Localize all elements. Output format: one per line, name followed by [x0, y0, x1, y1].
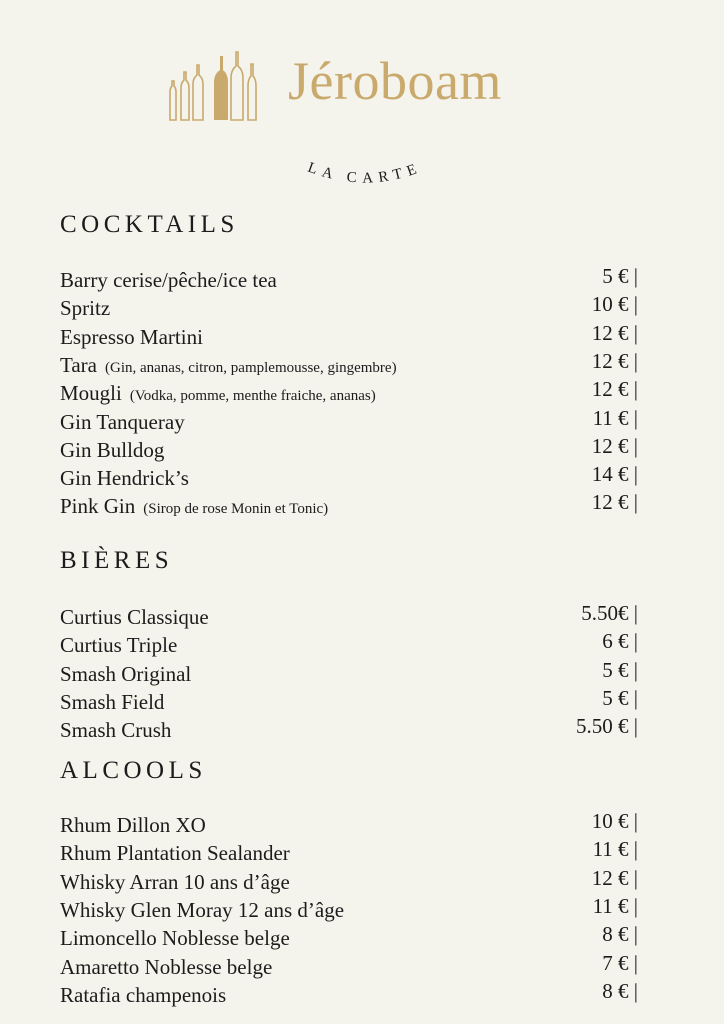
menu-item-name — [60, 868, 290, 896]
menu-item-price: 6 € | — [602, 629, 638, 654]
item-name-text: Whisky Arran 10 ans d’âge — [60, 869, 290, 894]
section-title-alcools: ALCOOLS — [60, 757, 207, 784]
menu-item-name — [60, 603, 209, 631]
menu-item-price: 5 € | — [602, 264, 638, 288]
menu-item-price: 8 € | — [602, 922, 638, 947]
menu-item-price: 10 € | — [591, 809, 638, 833]
menu-item-price: 12 € | — [591, 320, 638, 345]
item-name-text: Whisky Glen Moray 12 ans d’âge — [60, 897, 345, 922]
menu-item-note: (Vodka, pomme, menthe fraiche, ananas) — [129, 388, 376, 405]
menu-item-price: 11 € | — [592, 893, 638, 918]
menu-item-price: 14 € | — [591, 462, 638, 487]
menu-item — [60, 657, 638, 688]
menu-item — [60, 839, 638, 867]
menu-item-name — [60, 811, 206, 839]
menu-item-name — [60, 631, 177, 659]
menu-item-price: 5 € | — [602, 685, 638, 710]
logo — [166, 48, 566, 128]
menu-item — [60, 950, 638, 981]
menu-item-name — [60, 294, 110, 322]
menu-item-name — [60, 492, 328, 523]
item-name-text: Barry cerise/pêche/ice tea — [60, 268, 277, 292]
item-name-text: Tara — [60, 352, 97, 377]
menu-item-name — [60, 660, 191, 688]
subtitle-text: LA CARTE — [305, 159, 425, 187]
menu-item-price: 12 € | — [591, 348, 638, 373]
menu-item-name — [60, 896, 344, 924]
menu-item-name — [60, 953, 272, 981]
menu-item-price: 11 € | — [592, 405, 638, 430]
brand-name: Jéroboam — [288, 51, 502, 111]
menu-item — [60, 266, 638, 294]
menu-item-name — [60, 981, 226, 1009]
menu-item — [60, 379, 638, 407]
menu-item — [60, 685, 638, 716]
menu-item-price: 12 € | — [591, 490, 638, 515]
item-name-text: Gin Tanqueray — [60, 409, 185, 434]
menu-item — [60, 978, 638, 1009]
menu-item-name — [60, 688, 164, 716]
menu-item — [60, 348, 638, 379]
menu-item-price: 12 € | — [591, 433, 638, 458]
item-name-text: Smash Field — [60, 689, 165, 714]
item-name-text: Smash Crush — [60, 718, 172, 743]
item-name-text: Curtius Classique — [60, 605, 209, 629]
item-name-text: Ratafia champenois — [60, 982, 227, 1007]
menu-subtitle — [280, 148, 450, 198]
menu-item-name — [60, 323, 203, 351]
menu-item-name — [60, 464, 189, 492]
menu-item — [60, 433, 638, 464]
menu-item-price: 12 € | — [591, 865, 638, 890]
menu-item — [60, 492, 638, 520]
item-name-text: Rhum Plantation Sealander — [60, 841, 290, 866]
section-title-bieres: BIÈRES — [60, 547, 174, 574]
item-name-text: Limoncello Noblesse belge — [60, 926, 290, 951]
item-name-text: Gin Bulldog — [60, 437, 165, 462]
item-name-text: Espresso Martini — [60, 324, 203, 349]
menu-item — [60, 294, 638, 322]
menu-item — [60, 631, 638, 659]
menu-item-price: 5.50€ | — [581, 601, 638, 625]
menu-item-note: (Gin, ananas, citron, pamplemousse, gingembre) — [105, 359, 397, 376]
menu-item — [60, 716, 638, 744]
menu-item-name — [60, 436, 164, 464]
menu-item-name — [60, 716, 171, 744]
menu-item-price: 12 € | — [591, 377, 638, 402]
item-name-text: Gin Hendrick’s — [60, 466, 189, 491]
item-name-text: Spritz — [60, 296, 111, 321]
menu-item-name — [60, 839, 290, 867]
item-name-text: Pink Gin — [60, 494, 136, 519]
item-name-text: Amaretto Noblesse belge — [60, 954, 273, 979]
menu-item — [60, 865, 638, 896]
menu-item-name — [60, 408, 185, 436]
menu-item-price: 5 € | — [602, 657, 638, 682]
item-name-text: Curtius Triple — [60, 633, 178, 658]
bottles-icon — [166, 48, 276, 123]
menu-item-name — [60, 924, 290, 952]
menu-item-price: 10 € | — [591, 292, 638, 317]
menu-item — [60, 603, 638, 631]
menu-item-price: 11 € | — [592, 837, 638, 862]
menu-item — [60, 893, 638, 924]
menu-item-price: 8 € | — [602, 978, 638, 1003]
menu-item — [60, 320, 638, 351]
item-name-text: Rhum Dillon XO — [60, 813, 206, 837]
menu-item-price: 5.50 € | — [576, 714, 638, 739]
menu-item — [60, 464, 638, 492]
item-name-text: Mougli — [60, 381, 122, 406]
menu-item — [60, 924, 638, 952]
menu-item-name — [60, 351, 397, 382]
section-title-cocktails: COCKTAILS — [60, 211, 239, 238]
menu-item-name — [60, 379, 376, 410]
menu-item — [60, 811, 638, 839]
item-name-text: Smash Original — [60, 661, 192, 686]
menu-item-note: (Sirop de rose Monin et Tonic) — [143, 501, 329, 518]
menu-item-name — [60, 266, 277, 294]
menu-item-price: 7 € | — [602, 950, 638, 975]
menu-item — [60, 405, 638, 436]
